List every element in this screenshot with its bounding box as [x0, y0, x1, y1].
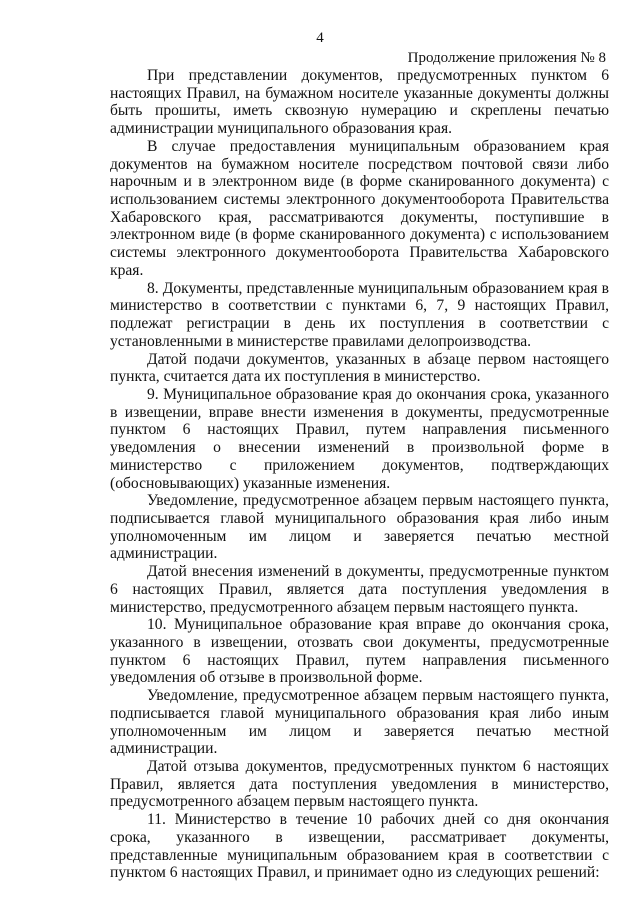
paragraph: Датой подачи документов, указанных в абзаце первом настоящего пункта, считается дата их поступления в министерство.	[110, 350, 609, 386]
paragraph: 9. Муниципальное образование края до окончания срока, указанного в извещении, вправе внести изменения в документы, предусмотренные пунктом 6 настоящих Правил, путем направления письменного уведомления о внесении изменений в произвольной форме в министерство с приложением документов, подтверждающих (обосновывающих) указанные изменения.	[110, 385, 609, 492]
appendix-continuation-note: Продолжение приложения № 8	[407, 50, 606, 66]
paragraph: 11. Министерство в течение 10 рабочих дней со дня окончания срока, указанного в извещении, рассматривает документы, представленные муниципальным образованием края в соответствии с пунктом 6 настоящих Правил, и принимает одно из следующих решений:	[110, 811, 609, 882]
paragraph: 10. Муниципальное образование края вправе до окончания срока, указанного в извещении, отозвать свои документы, предусмотренные пунктом 6 настоящих Правил, путем направления письменного уведомления об отзыве в произвольной форме.	[110, 616, 609, 687]
page-number: 4	[316, 30, 324, 46]
paragraph: 8. Документы, представленные муниципальным образованием края в министерство в соответствии с пунктами 6, 7, 9 настоящих Правил, подлежат регистрации в день их поступления в соответствии с установленными в министерстве правилами делопроизводства.	[110, 279, 609, 350]
paragraph: Датой внесения изменений в документы, предусмотренные пунктом 6 настоящих Правил, является дата поступления уведомления в министерство, предусмотренного абзацем первым настоящего пункта.	[110, 563, 609, 616]
paragraph: Уведомление, предусмотренное абзацем первым настоящего пункта, подписывается главой муниципального образования края либо иным уполномоченным им лицом и заверяется печатью местной администрации.	[110, 687, 609, 758]
paragraph: Датой отзыва документов, предусмотренных пунктом 6 настоящих Правил, является дата поступления уведомления в министерство, предусмотренного абзацем первым настоящего пункта.	[110, 758, 609, 811]
document-body	[110, 67, 609, 882]
paragraph: При представлении документов, предусмотренных пунктом 6 настоящих Правил, на бумажном носителе указанные документы должны быть прошиты, иметь сквозную нумерацию и скреплены печатью администрации муниципального образования края.	[110, 67, 609, 138]
paragraph: В случае предоставления муниципальным образованием края документов на бумажном носителе посредством почтовой связи либо нарочным и в электронном виде (в форме сканированного документа) с использованием системы электронного документооборота Правительства Хабаровского края, рассматриваются документы, поступившие в электронном виде (в форме сканированного документа) с использованием системы электронного документооборота Правительства Хабаровского края.	[110, 137, 609, 279]
paragraph: Уведомление, предусмотренное абзацем первым настоящего пункта, подписывается главой муниципального образования края либо иным уполномоченным им лицом и заверяется печатью местной администрации.	[110, 492, 609, 563]
